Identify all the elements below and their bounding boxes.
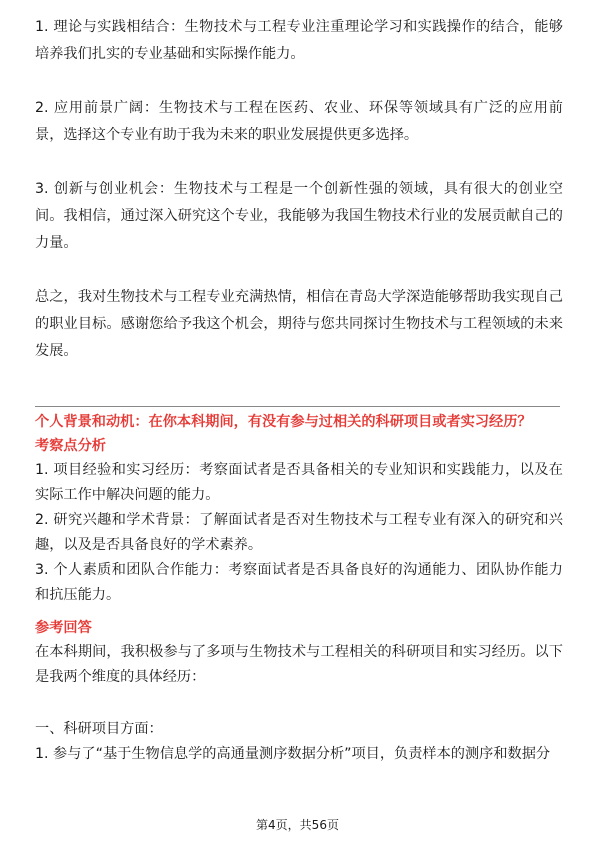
analysis-point-1: 1. 项目经验和实习经历：考察面试者是否具备相关的专业知识和实践能力，以及在实际工作中解决问题的能力。 (35, 462, 563, 503)
upper-content (35, 14, 563, 365)
section-divider (35, 406, 560, 407)
reason-item-1: 1. 理论与实践相结合：生物技术与工程专业注重理论学习和实践操作的结合，能够培养我们扎实的专业基础和实际操作能力。 (35, 19, 563, 62)
section-research-heading: 一、科研项目方面： (35, 721, 163, 737)
analysis-point-3: 3. 个人素质和团队合作能力：考察面试者是否具备良好的沟通能力、团队协作能力和抗压能力。 (35, 562, 563, 603)
reason-item-3: 3. 创新与创业机会：生物技术与工程是一个创新性强的领域，具有很大的创业空间。我相信，通过深入研究这个专业，我能够为我国生物技术行业的发展贡献自己的力量。 (35, 181, 563, 251)
analysis-point-2: 2. 研究兴趣和学术背景：了解面试者是否对生物技术与工程专业有深入的研究和兴趣，以及是否具备良好的学术素养。 (35, 512, 563, 553)
answer-intro: 在本科期间，我积极参与了多项与生物技术与工程相关的科研项目和实习经历。以下是我两个维度的具体经历： (35, 644, 563, 685)
question-section (35, 410, 563, 767)
page-number: 第4页，共56页 (256, 818, 339, 832)
question-title: 个人背景和动机：在你本科期间，有没有参与过相关的科研项目或者实习经历？ (35, 414, 532, 430)
answer-heading: 参考回答 (35, 620, 92, 636)
reason-item-2: 2. 应用前景广阔：生物技术与工程在医药、农业、环保等领域具有广泛的应用前景，选择这个专业有助于我为未来的职业发展提供更多选择。 (35, 100, 563, 143)
conclusion-paragraph: 总之，我对生物技术与工程专业充满热情，相信在青岛大学深造能够帮助我实现自己的职业目标。感谢您给予我这个机会，期待与您共同探讨生物技术与工程领域的未来发展。 (35, 289, 563, 359)
research-item-1: 1. 参与了“基于生物信息学的高通量测序数据分析”项目，负责样本的测序和数据分 (35, 746, 551, 762)
analysis-heading: 考察点分析 (35, 438, 106, 454)
